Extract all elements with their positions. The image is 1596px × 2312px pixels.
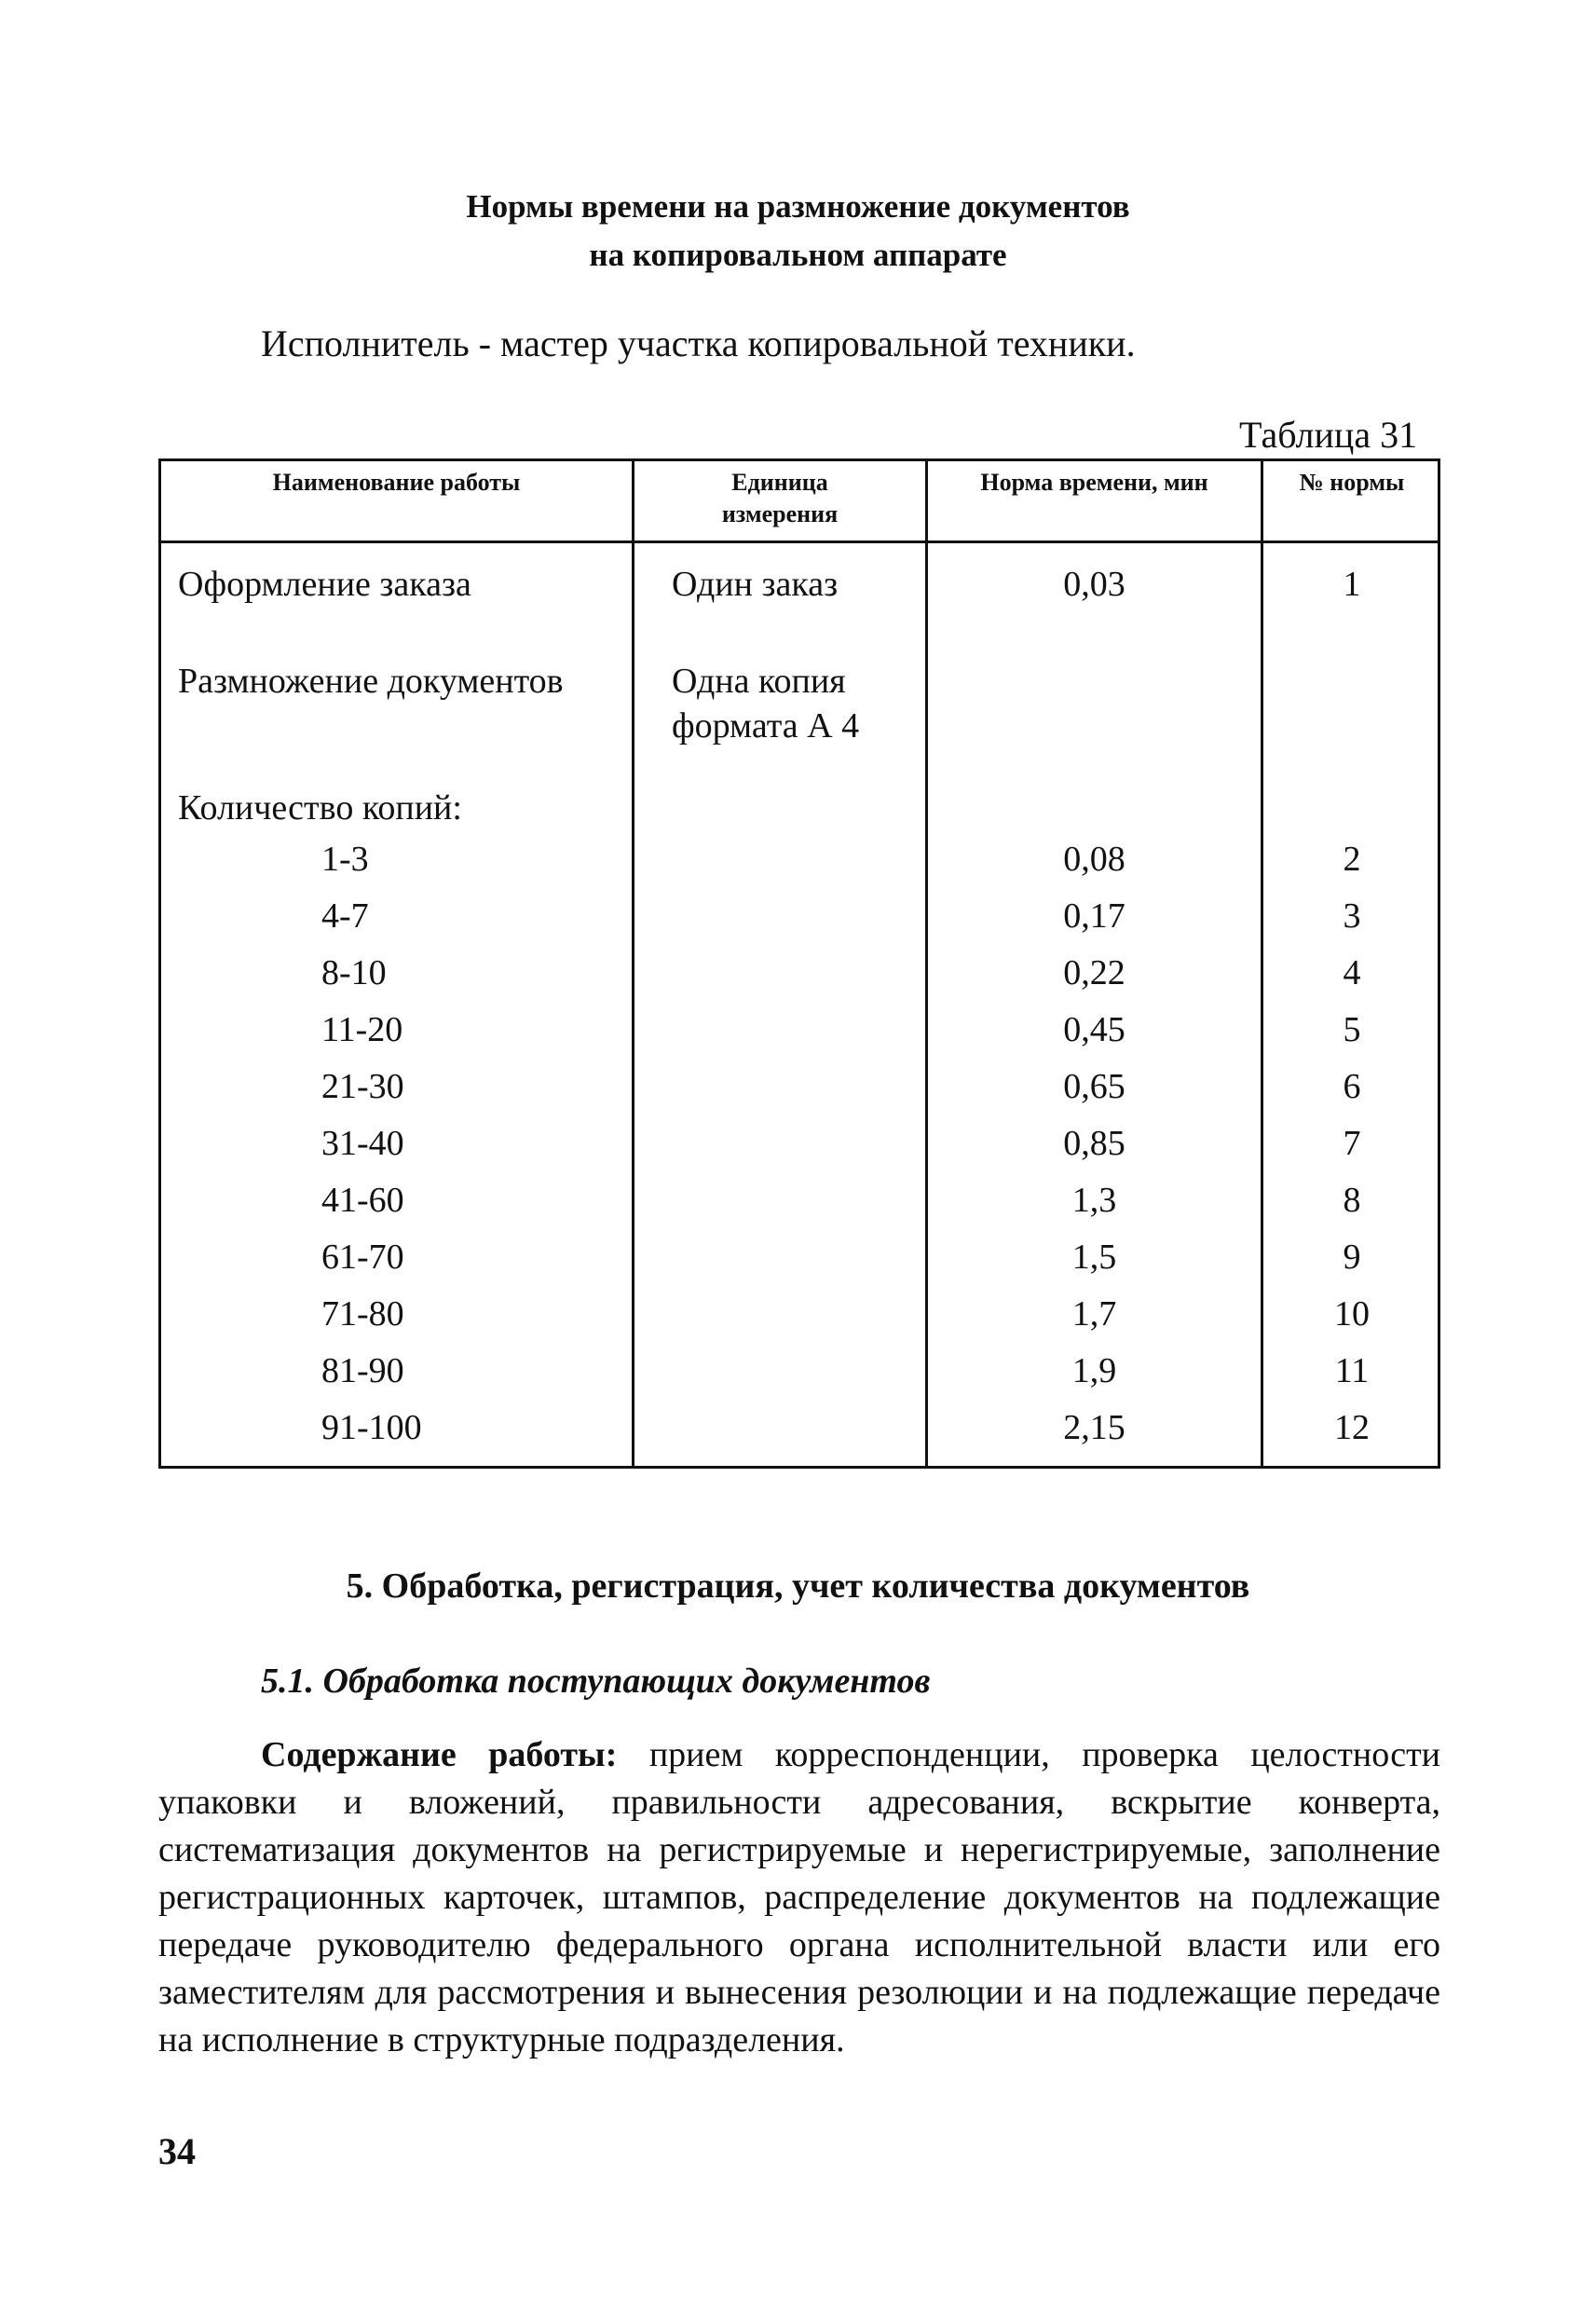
row-norm-no: 4 — [1343, 953, 1361, 992]
row-time-norm: 0,45 — [1063, 1010, 1125, 1049]
copies-range: 71-80 — [321, 1294, 404, 1334]
row-time-norm: 1,7 — [1071, 1294, 1117, 1334]
row-norm-no: 8 — [1343, 1181, 1361, 1220]
column-divider — [632, 461, 634, 1466]
copies-range: 4-7 — [321, 896, 369, 936]
performer-text: Исполнитель - мастер участка копировальной техники. — [261, 322, 1136, 364]
table-caption: Таблица 31 — [1239, 414, 1418, 456]
subsection-heading: 5.1. Обработка поступающих документов — [261, 1662, 931, 1701]
header-unit — [634, 467, 925, 530]
work-content-paragraph — [158, 1731, 1440, 2064]
norms-table — [158, 458, 1440, 1469]
row-unit-line-2: формата А 4 — [672, 706, 860, 746]
document-title-line-1: Нормы времени на размножение документов — [466, 188, 1130, 225]
copies-range: 61-70 — [321, 1238, 404, 1277]
row-work-name: Размножение документов — [178, 662, 564, 701]
row-norm-no: 9 — [1343, 1238, 1361, 1277]
row-time-norm: 2,15 — [1063, 1408, 1125, 1447]
work-content-lead: Содержание работы: — [261, 1735, 618, 1774]
header-unit-line-2: измерения — [721, 500, 839, 527]
document-title-line-2: на копировальном аппарате — [589, 237, 1007, 273]
row-time-norm: 1,9 — [1071, 1351, 1117, 1390]
header-work-name: Наименование работы — [272, 469, 521, 496]
row-time-norm: 0,85 — [1063, 1124, 1125, 1163]
copies-range: 91-100 — [321, 1408, 422, 1447]
row-time-norm: 0,65 — [1063, 1067, 1125, 1106]
header-time-norm: Норма времени, мин — [980, 469, 1208, 496]
row-norm-no: 11 — [1334, 1351, 1370, 1390]
header-norm-no: № нормы — [1299, 469, 1405, 496]
row-unit: Один заказ — [672, 565, 839, 604]
copies-count-label: Количество копий: — [178, 788, 462, 828]
copies-range: 8-10 — [321, 953, 387, 992]
row-norm-no: 12 — [1334, 1408, 1370, 1447]
copies-range: 41-60 — [321, 1181, 404, 1220]
header-unit-line-1: Единица — [731, 469, 828, 496]
row-time-norm: 0,17 — [1063, 896, 1125, 936]
row-time-norm: 0,08 — [1063, 840, 1125, 879]
row-norm-no: 10 — [1334, 1294, 1370, 1334]
copies-range: 31-40 — [321, 1124, 404, 1163]
row-time-norm: 1,5 — [1071, 1238, 1117, 1277]
work-content-body: прием корреспонденции, проверка целостности упаковки и вложений, правильности адресования, вскрытие конверта, систематизация документов на регистрируемые и нерегистрируемые, заполнение регистрационных карточек, штампов, распределение документов на подлежащие передаче руководителю федерального органа исполнительной власти или его заместителям для рассмотрения и вынесения резолюции и на подлежащие передаче на исполнение в структурные подразделения. — [158, 1735, 1441, 2059]
copies-range: 81-90 — [321, 1351, 404, 1390]
page-number: 34 — [158, 2130, 196, 2172]
row-time-norm: 0,22 — [1063, 953, 1125, 992]
row-norm-no: 3 — [1343, 896, 1361, 936]
row-time-norm: 1,3 — [1071, 1181, 1117, 1220]
copies-range: 11-20 — [321, 1010, 403, 1049]
row-work-name: Оформление заказа — [178, 565, 471, 604]
row-norm-no: 2 — [1343, 840, 1361, 879]
row-norm-no: 7 — [1343, 1124, 1361, 1163]
row-norm-no: 1 — [1343, 565, 1361, 604]
copies-range: 21-30 — [321, 1067, 404, 1106]
row-norm-no: 6 — [1343, 1067, 1361, 1106]
row-time-norm: 0,03 — [1063, 565, 1125, 604]
row-norm-no: 5 — [1343, 1010, 1361, 1049]
section-heading: 5. Обработка, регистрация, учет количества документов — [346, 1566, 1250, 1606]
row-unit-line-1: Одна копия — [672, 662, 846, 701]
copies-range: 1-3 — [321, 840, 369, 879]
header-divider — [161, 540, 1438, 543]
